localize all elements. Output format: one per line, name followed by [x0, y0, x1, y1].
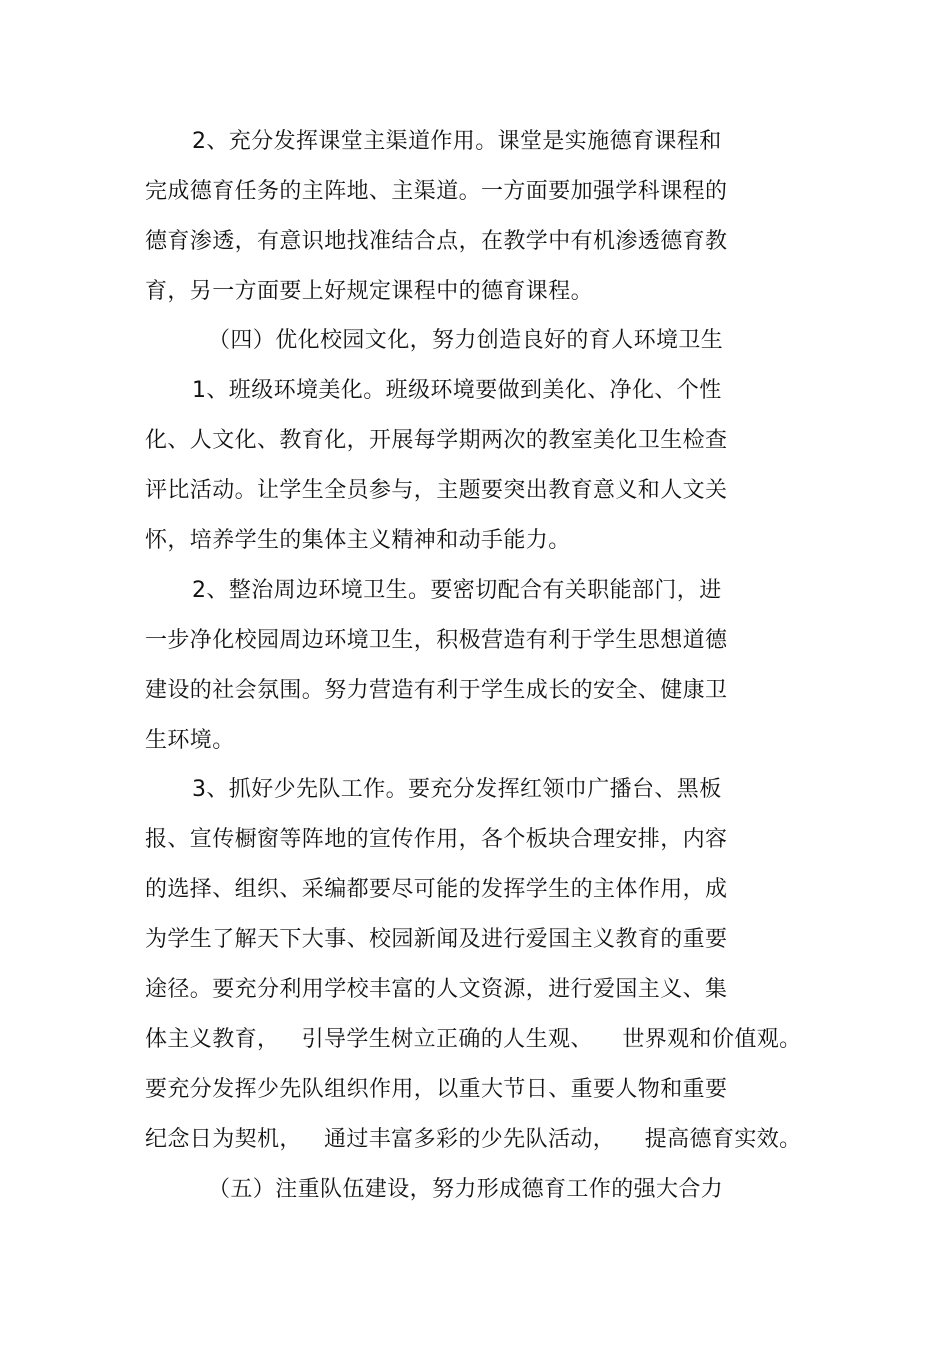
paragraph-line: 为学生了解天下大事、校园新闻及进行爱国主义教育的重要	[145, 927, 728, 952]
paragraph-line: 2、充分发挥课堂主渠道作用。课堂是实施德育课程和	[192, 129, 722, 154]
paragraph-line: 化、人文化、教育化，开展每学期两次的教室美化卫生检查	[145, 428, 728, 453]
paragraph-line: 评比活动。让学生全员参与，主题要突出教育意义和人文关	[145, 478, 728, 503]
paragraph-line: 2、整治周边环境卫生。要密切配合有关职能部门，进	[192, 578, 722, 603]
paragraph-line: 一步净化校园周边环境卫生，积极营造有利于学生思想道德	[145, 628, 728, 653]
paragraph-line: 的选择、组织、采编都要尽可能的发挥学生的主体作用，成	[145, 877, 728, 902]
paragraph-line: 纪念日为契机， 通过丰富多彩的少先队活动， 提高德育实效。	[145, 1127, 802, 1152]
section-heading: （五）注重队伍建设，努力形成德育工作的强大合力	[208, 1177, 724, 1202]
paragraph-line: 报、宣传橱窗等阵地的宣传作用，各个板块合理安排，内容	[145, 827, 728, 852]
paragraph-line: 建设的社会氛围。努力营造有利于学生成长的安全、健康卫	[145, 678, 728, 703]
paragraph-line: 要充分发挥少先队组织作用，以重大节日、重要人物和重要	[145, 1077, 728, 1102]
paragraph-line: 育，另一方面要上好规定课程中的德育课程。	[145, 279, 594, 304]
paragraph-line: 体主义教育， 引导学生树立正确的人生观、 世界观和价值观。	[145, 1027, 802, 1052]
paragraph-line: 怀，培养学生的集体主义精神和动手能力。	[145, 528, 571, 553]
paragraph-line: 3、抓好少先队工作。要充分发挥红领巾广播台、黑板	[192, 777, 722, 802]
paragraph-line: 1、班级环境美化。班级环境要做到美化、净化、个性	[192, 378, 722, 403]
paragraph-line: 生环境。	[145, 728, 235, 753]
paragraph-line: 完成德育任务的主阵地、主渠道。一方面要加强学科课程的	[145, 179, 728, 204]
paragraph-line: 德育渗透，有意识地找准结合点，在教学中有机渗透德育教	[145, 229, 728, 254]
section-heading: （四）优化校园文化，努力创造良好的育人环境卫生	[208, 328, 724, 353]
paragraph-line: 途径。要充分利用学校丰富的人文资源，进行爱国主义、集	[145, 977, 728, 1002]
